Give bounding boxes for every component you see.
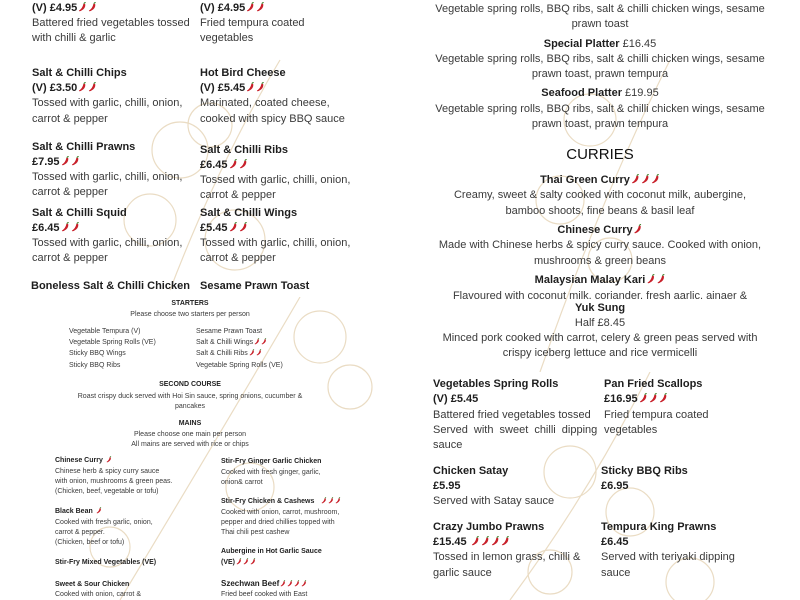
spice-level xyxy=(95,508,102,515)
item-price: (V) £5.45 xyxy=(433,393,479,405)
seafood-platter-title: Seafood Platter £19.95 xyxy=(541,87,659,99)
chili-icon xyxy=(243,558,249,565)
item-name: Boneless Salt & Chilli Chicken xyxy=(31,280,190,292)
spice-level xyxy=(77,2,97,14)
chili-icon xyxy=(61,156,70,166)
chili-icon xyxy=(651,174,660,184)
spice-level xyxy=(60,156,80,168)
yuk-sung-title: Yuk Sung xyxy=(574,302,626,314)
curry-desc: bamboo shoots, fine beans & basil leaf xyxy=(505,205,695,217)
main-desc: onion& carrot xyxy=(221,479,263,486)
mains-note: All mains are served with rice or chips xyxy=(131,441,249,448)
item-price: £15.45 xyxy=(433,535,510,549)
chili-icon xyxy=(301,580,307,587)
main-name: Black Bean xyxy=(55,507,102,516)
spice-level xyxy=(630,174,660,186)
starter-item: Salt & Chilli Wings xyxy=(196,338,267,347)
main-name: Stir-Fry Ginger Garlic Chicken xyxy=(221,458,322,465)
chili-icon xyxy=(287,580,293,587)
item-desc: Battered fried vegetables tossed xyxy=(32,17,190,29)
main-desc: Cooked with fresh ginger, garlic, xyxy=(221,469,321,476)
chili-icon xyxy=(71,222,80,232)
starter-item: Salt & Chilli Ribs xyxy=(196,349,262,358)
item-price: (V) £4.95 xyxy=(32,1,97,15)
main-name: Aubergine in Hot Garlic Sauce xyxy=(221,548,322,555)
chili-icon xyxy=(71,156,80,166)
item-name: Sesame Prawn Toast xyxy=(200,280,310,292)
special-platter-title: Special Platter £16.45 xyxy=(543,38,657,50)
item-desc: cooked with spicy BBQ sauce xyxy=(200,113,345,125)
item-desc: Tossed with garlic, chilli, onion, xyxy=(32,97,183,109)
item-price: £6.45 xyxy=(601,536,629,548)
chili-icon xyxy=(246,82,255,92)
platter-desc: Vegetable spring rolls, BBQ ribs, salt & chilli chicken wings, sesame xyxy=(435,103,765,115)
item-desc: Tossed with garlic, chilli, onion, xyxy=(32,237,183,249)
spice-level xyxy=(248,350,262,357)
main-desc: Fried beef cooked with East xyxy=(221,591,308,598)
main-name: (VE) xyxy=(221,558,256,567)
second-course-heading: SECOND COURSE xyxy=(159,381,221,388)
main-desc: carrot & pepper. xyxy=(55,529,105,536)
set-menu-page xyxy=(0,297,400,600)
main-desc: Chinese herb & spicy curry sauce xyxy=(55,468,160,475)
item-desc: with chilli & garlic xyxy=(32,32,116,44)
item-price: (V) £4.95 xyxy=(200,1,265,15)
chili-icon xyxy=(88,82,97,92)
main-desc: (Chicken, beef or tofu) xyxy=(55,539,125,546)
spice-level xyxy=(638,393,668,405)
main-name: Szechwan Beef xyxy=(221,579,307,588)
chili-icon xyxy=(239,222,248,232)
main-name: Stir-Fry Mixed Vegetables (VE) xyxy=(55,559,157,566)
spice-level xyxy=(245,82,265,94)
main-name: Sweet & Sour Chicken xyxy=(55,581,130,588)
item-name: Chicken Satay xyxy=(433,465,509,477)
item-name: Vegetables Spring Rolls xyxy=(433,378,559,390)
curries-heading: CURRIES xyxy=(566,146,634,163)
item-price: £6.95 xyxy=(601,480,629,492)
item-desc: carrot & pepper xyxy=(32,113,108,125)
starters-note: Please choose two starters per person xyxy=(130,311,250,318)
curry-desc: Creamy, sweet & salty cooked with coconut milk, aubergine, xyxy=(453,189,747,201)
item-price: (V) £3.50 xyxy=(32,81,97,95)
chili-icon xyxy=(294,580,300,587)
spice-level xyxy=(633,224,643,236)
starter-item: Sticky BBQ Ribs xyxy=(69,362,121,369)
chili-icon xyxy=(641,174,650,184)
second-course-desc: pancakes xyxy=(175,403,205,410)
spice-level xyxy=(279,579,307,588)
main-desc: Cooked with onion, carrot & xyxy=(55,591,141,598)
item-desc: Tossed with garlic, chilli, onion, xyxy=(200,237,351,249)
spice-level xyxy=(228,159,248,171)
item-price: £6.45 xyxy=(200,158,248,172)
spice-level xyxy=(235,559,256,566)
chili-icon xyxy=(88,2,97,12)
item-desc: Served with Satay sauce xyxy=(433,495,555,507)
chili-icon xyxy=(78,2,87,12)
item-desc: carrot & pepper xyxy=(32,252,108,264)
chili-icon xyxy=(239,159,248,169)
spice-level xyxy=(60,222,80,234)
chili-icon xyxy=(229,222,238,232)
item-desc: Served with sweet chilli dipping xyxy=(433,424,598,436)
curry-desc: mushrooms & green beans xyxy=(533,255,667,267)
chili-icon xyxy=(229,159,238,169)
item-desc: Fried tempura coated xyxy=(200,17,305,29)
spice-level xyxy=(470,536,510,548)
item-desc: sauce xyxy=(601,567,631,579)
yuk-sung-desc: Minced pork cooked with carrot, celery & green peas served with xyxy=(442,332,758,344)
chili-icon xyxy=(256,2,265,12)
chili-icon xyxy=(256,349,262,356)
starter-item: Vegetable Tempura (V) xyxy=(69,328,141,335)
chili-icon xyxy=(501,536,510,546)
item-name: Pan Fried Scallops xyxy=(604,378,703,390)
item-desc: vegetables xyxy=(604,424,658,436)
item-name: Salt & Chilli Squid xyxy=(32,207,127,219)
spice-level xyxy=(320,498,341,505)
chili-icon xyxy=(646,274,655,284)
item-price: £5.45 xyxy=(200,221,248,235)
main-desc: Thai chili pest cashew xyxy=(221,529,290,536)
item-desc: carrot & pepper xyxy=(32,186,108,198)
item-price: £7.95 xyxy=(32,155,80,169)
item-name: Salt & Chilli Ribs xyxy=(200,144,289,156)
spice-level xyxy=(105,457,112,464)
item-price: £6.45 xyxy=(32,221,80,235)
yuk-sung-desc: crispy iceberg lettuce and rice vermicelli xyxy=(502,347,698,359)
item-desc: sauce xyxy=(433,439,463,451)
item-name: Crazy Jumbo Prawns xyxy=(433,521,545,533)
item-name: Tempura King Prawns xyxy=(601,521,717,533)
item-desc: Fried tempura coated xyxy=(604,409,709,421)
main-desc: with onion, mushrooms & green peas. xyxy=(55,478,173,485)
starter-item: Sticky BBQ Wings xyxy=(69,350,126,357)
spice-level xyxy=(77,82,97,94)
chili-icon xyxy=(78,82,87,92)
item-desc: Served with teriyaki dipping xyxy=(601,551,735,563)
starter-item: Vegetable Spring Rolls (VE) xyxy=(69,339,156,346)
curry-name: Chinese Curry xyxy=(557,223,642,237)
curry-desc: Made with Chinese herbs & spicy curry sauce. Cooked with onion, xyxy=(438,239,762,251)
platter-desc: prawn toast, prawn tempura xyxy=(531,118,669,130)
curry-name: Thai Green Curry xyxy=(540,173,660,187)
item-name: Salt & Chilli Wings xyxy=(200,207,298,219)
item-desc: Tossed with garlic, chilli, onion, xyxy=(200,174,351,186)
item-name: Salt & Chilli Prawns xyxy=(32,141,136,153)
chili-icon xyxy=(656,274,665,284)
menu-page-platters-curries xyxy=(400,0,800,372)
item-desc: Battered fried vegetables tossed xyxy=(433,409,591,421)
main-desc: pepper and dried chillies topped with xyxy=(221,519,335,526)
starter-item: Vegetable Spring Rolls (VE) xyxy=(196,362,283,369)
chili-icon xyxy=(481,536,490,546)
starter-item: Sesame Prawn Toast xyxy=(196,328,263,335)
chili-icon xyxy=(328,497,334,504)
spice-level xyxy=(645,274,665,286)
item-desc: vegetables xyxy=(200,32,254,44)
curry-name: Malaysian Malay Kari xyxy=(535,273,666,287)
mains-heading: MAINS xyxy=(178,420,202,427)
mains-note: Please choose one main per person xyxy=(133,431,247,438)
spice-level xyxy=(228,222,248,234)
menu-page-starters-left xyxy=(0,0,400,297)
item-name: Sticky BBQ Ribs xyxy=(601,465,688,477)
item-price: £16.95 xyxy=(604,392,668,406)
spice-level xyxy=(245,2,265,14)
item-name: Hot Bird Cheese xyxy=(200,67,286,79)
spice-level xyxy=(253,339,267,346)
chili-icon xyxy=(256,82,265,92)
chili-icon xyxy=(659,393,668,403)
chili-icon xyxy=(96,507,102,514)
chili-icon xyxy=(61,222,70,232)
chili-icon xyxy=(249,349,255,356)
chili-icon xyxy=(631,174,640,184)
menu-page-starters-right xyxy=(400,372,800,600)
yuk-sung-price: Half £8.45 xyxy=(574,317,626,329)
item-desc: carrot & pepper xyxy=(200,189,276,201)
chili-icon xyxy=(634,224,643,234)
item-price: £5.95 xyxy=(433,480,461,492)
platter-desc: Vegetable spring rolls, BBQ ribs, salt & chilli chicken wings, sesame xyxy=(435,53,765,65)
chili-icon xyxy=(335,497,341,504)
chili-icon xyxy=(106,456,112,463)
chili-icon xyxy=(639,393,648,403)
chili-icon xyxy=(321,497,327,504)
item-name: Salt & Chilli Chips xyxy=(32,67,127,79)
item-desc: Tossed with garlic, chilli, onion, xyxy=(32,171,183,183)
item-desc: garlic sauce xyxy=(433,567,492,579)
platter-desc: prawn toast xyxy=(571,18,629,30)
platter-desc: Vegetable spring rolls, BBQ ribs, salt & chilli chicken wings, sesame xyxy=(435,3,765,15)
chili-icon xyxy=(471,536,480,546)
main-name: Chinese Curry xyxy=(55,456,112,465)
main-desc: Cooked with fresh garlic, onion, xyxy=(55,519,153,526)
chili-icon xyxy=(491,536,500,546)
curry-desc: Flavoured with coconut milk. coriander. fresh aarlic. ainaer & xyxy=(452,290,748,299)
chili-icon xyxy=(261,338,267,345)
chili-icon xyxy=(280,580,286,587)
chili-icon xyxy=(254,338,260,345)
chili-icon xyxy=(236,558,242,565)
platter-desc: prawn toast, prawn tempura xyxy=(531,68,669,80)
chili-icon xyxy=(246,2,255,12)
item-desc: carrot & pepper xyxy=(200,252,276,264)
item-price: (V) £5.45 xyxy=(200,81,265,95)
second-course-desc: Roast crispy duck served with Hoi Sin sauce, spring onions, cucumber & xyxy=(77,393,303,400)
chili-icon xyxy=(250,558,256,565)
main-name: Stir-Fry Chicken & Cashews xyxy=(221,497,341,506)
chili-icon xyxy=(649,393,658,403)
item-desc: Marinated, coated cheese, xyxy=(200,97,330,109)
main-desc: (Chicken, beef, vegetable or tofu) xyxy=(55,488,159,495)
starters-heading: STARTERS xyxy=(171,300,209,307)
main-desc: Cooked with onion, carrot, mushroom, xyxy=(221,509,340,516)
item-desc: Tossed in lemon grass, chilli & xyxy=(433,551,581,563)
